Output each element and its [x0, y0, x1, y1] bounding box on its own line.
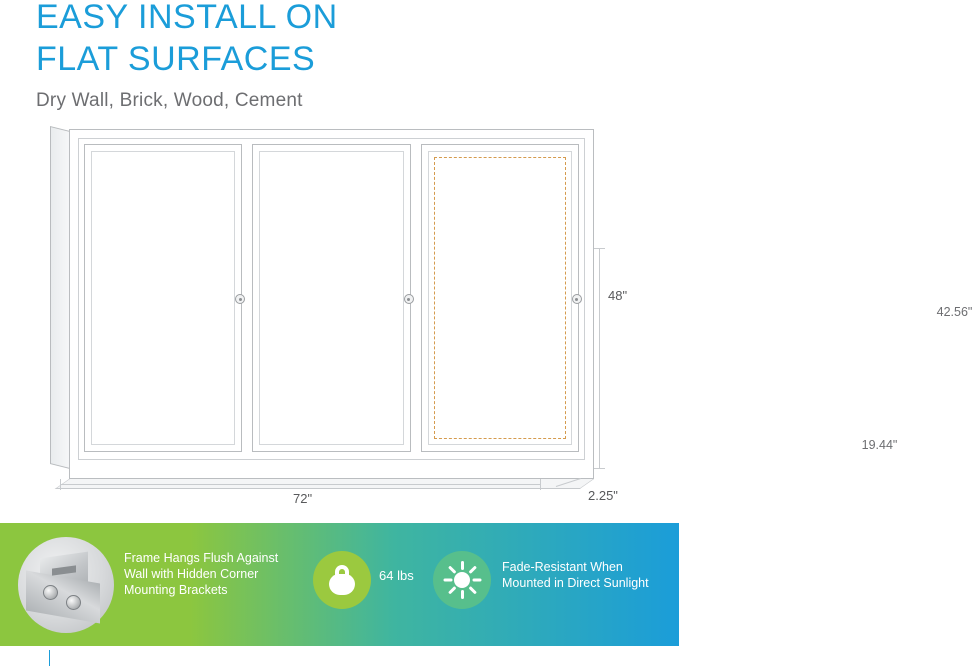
sun-icon — [443, 561, 481, 599]
door-right-lock-icon — [572, 294, 582, 304]
sun-ray — [461, 561, 464, 570]
height-dimension-line — [599, 248, 600, 468]
feature-bar — [0, 523, 679, 650]
door-center-lock-icon — [404, 294, 414, 304]
headline-line-1: EASY INSTALL ON — [36, 0, 338, 36]
overall-height-label: 48" — [608, 288, 628, 303]
sun-ray — [473, 579, 482, 582]
header — [36, 0, 656, 112]
sun-ray — [448, 586, 456, 594]
viewable-area-outline — [434, 157, 566, 439]
page-title — [36, 0, 656, 80]
feature-weight-text: 64 lbs — [379, 568, 414, 583]
sun-ray — [448, 566, 456, 574]
depth-label: 2.25" — [588, 488, 618, 503]
weight-icon-badge — [313, 551, 371, 609]
bracket-bolt-2-icon — [66, 595, 81, 610]
bracket-bolt-1-icon — [43, 585, 58, 600]
kettlebell-body — [329, 574, 355, 595]
sun-ray — [444, 579, 453, 582]
door-left-lock-icon — [235, 294, 245, 304]
cabinet-diagram — [0, 118, 972, 506]
bracket-plate-lower — [26, 570, 100, 623]
feature-bracket-text: Frame Hangs Flush Against Wall with Hidden Corner Mounting Brackets — [124, 551, 279, 597]
door-center — [252, 144, 410, 452]
width-dimension-tick-left — [60, 479, 61, 490]
sun-core — [454, 572, 470, 588]
door-left-glass — [91, 151, 235, 445]
height-dimension-tick-top — [594, 248, 605, 249]
height-dimension-tick-bottom — [594, 468, 605, 469]
page-subtitle: Dry Wall, Brick, Wood, Cement — [36, 90, 303, 111]
feature-sun-text: Fade-Resistant When Mounted in Direct Sunlight — [502, 560, 649, 590]
mounting-bracket-photo — [18, 537, 114, 633]
sun-icon-badge — [433, 551, 491, 609]
overall-width-label: 72" — [293, 491, 313, 506]
sun-ray — [461, 590, 464, 599]
width-dimension-line — [60, 484, 540, 485]
headline-line-2: FLAT SURFACES — [36, 40, 316, 78]
door-center-glass — [259, 151, 403, 445]
sun-ray — [469, 566, 477, 574]
door-left — [84, 144, 242, 452]
interior-height-label: 42.56" — [936, 305, 972, 319]
sun-ray — [469, 586, 477, 594]
width-dimension-tick-right — [540, 479, 541, 490]
footer-strip — [0, 646, 679, 650]
interior-width-label: 19.44" — [861, 438, 898, 452]
kettlebell-icon — [329, 565, 355, 595]
